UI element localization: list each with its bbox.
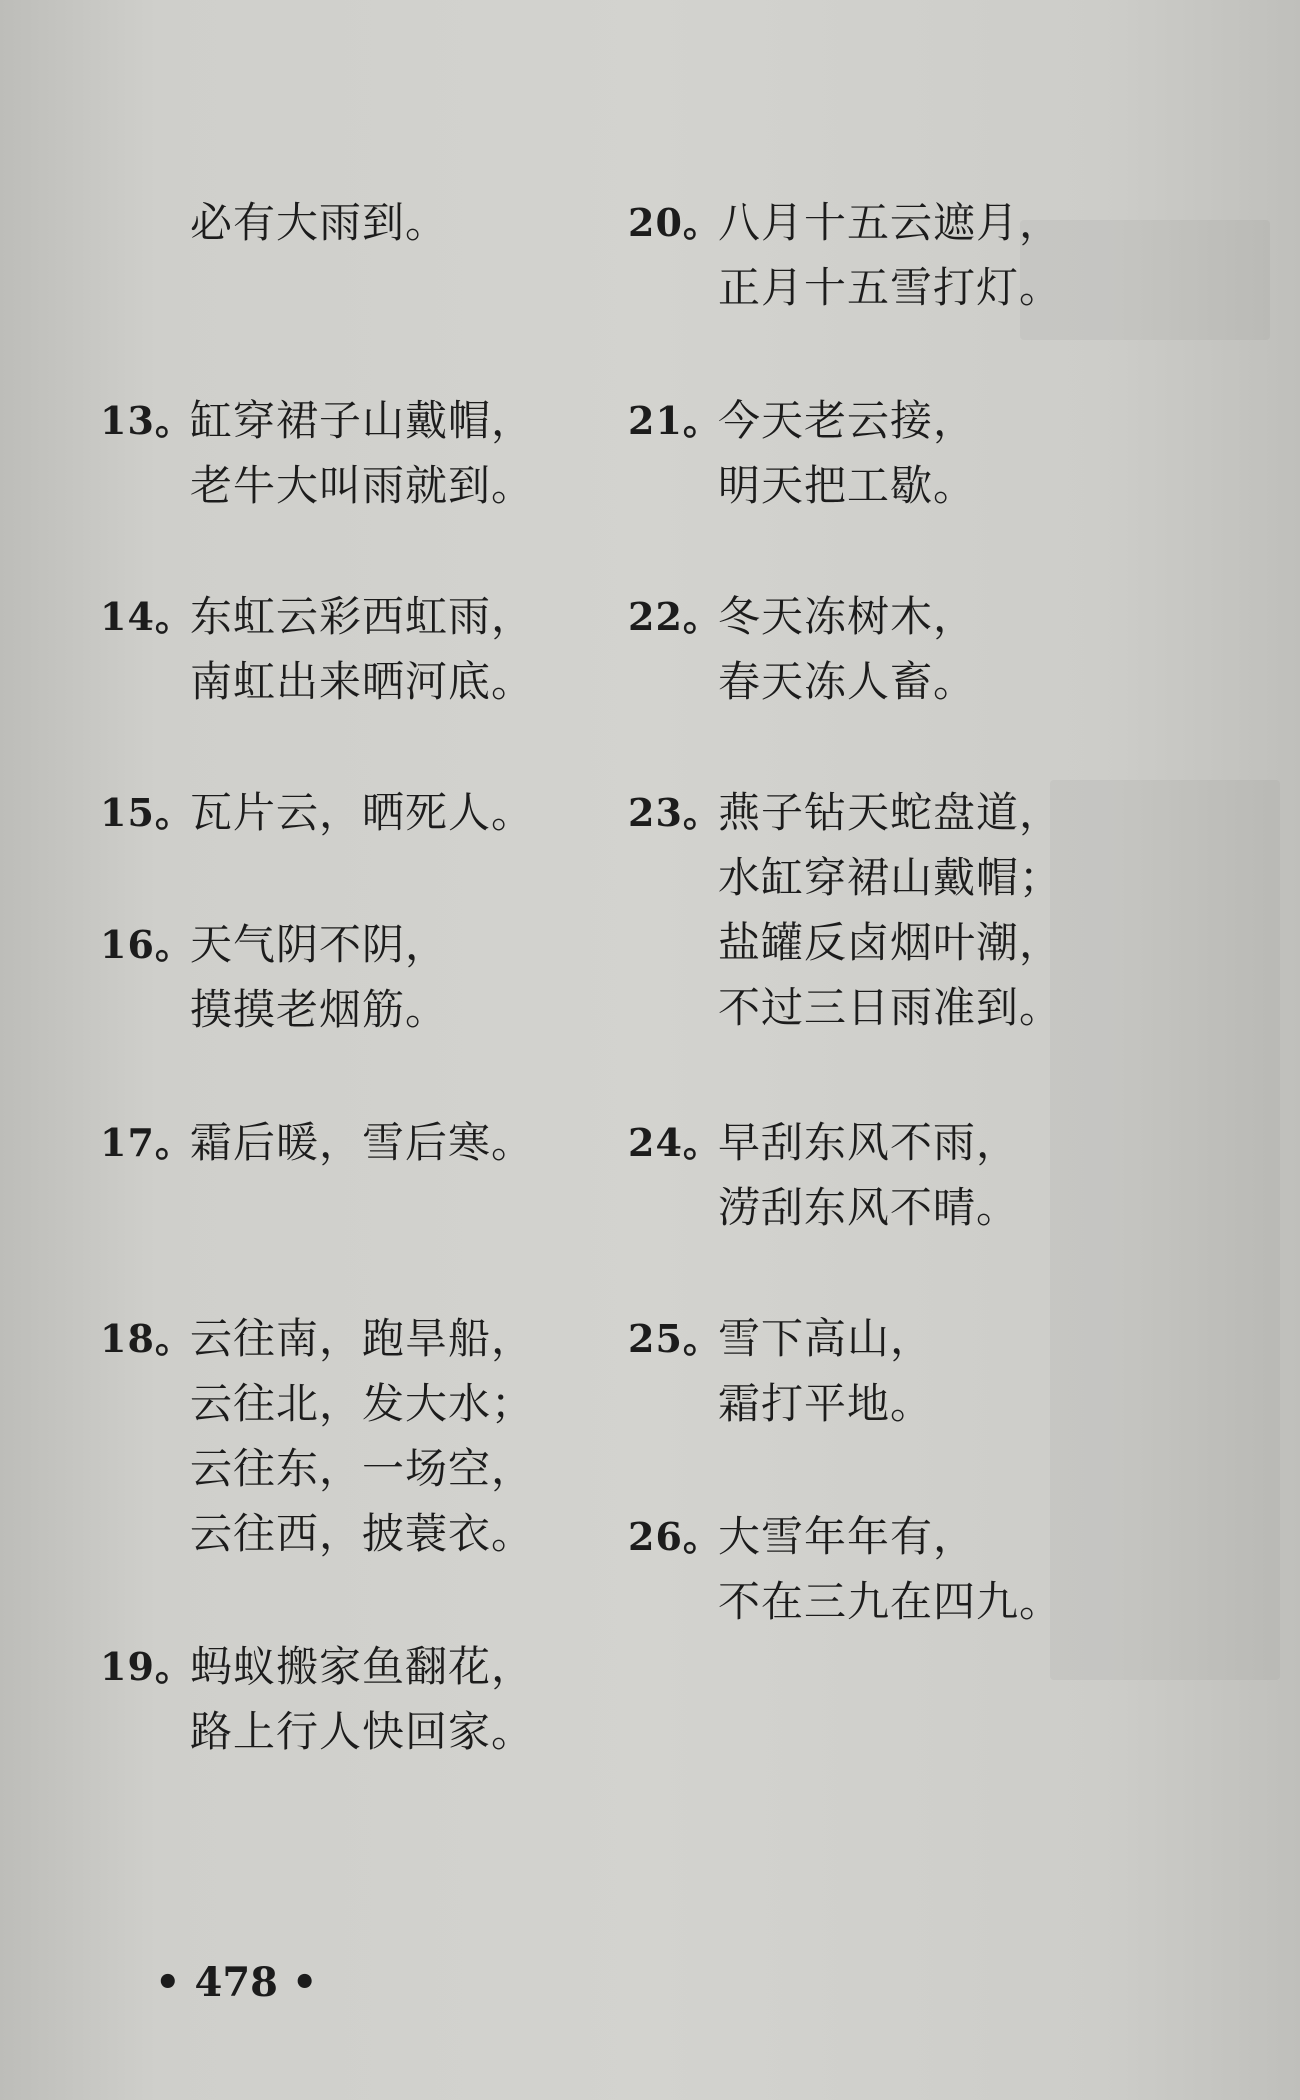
proverb-line: [628, 910, 1188, 975]
proverb-line: [628, 975, 1188, 1040]
proverb-text: 春天冻人畜。: [718, 657, 977, 706]
proverb-text: 早刮东风不雨，: [718, 1118, 1020, 1167]
proverb-text: 八月十五云遮月，: [718, 198, 1063, 247]
proverb-line: [628, 388, 1188, 453]
proverb-entry: [628, 584, 1188, 714]
proverb-entry: [100, 190, 620, 255]
entry-number: 23。: [628, 790, 722, 835]
proverb-line: [100, 977, 620, 1042]
proverb-text: 瓦片云，晒死人。: [190, 788, 535, 837]
proverb-entry: [100, 1306, 620, 1566]
entry-number: 25。: [628, 1316, 722, 1361]
entry-number: 19。: [100, 1644, 194, 1689]
proverb-line: [628, 1110, 1188, 1175]
proverb-line: [628, 190, 1188, 255]
entry-number: 13。: [100, 398, 194, 443]
proverb-text: 大雪年年有，: [718, 1512, 977, 1561]
proverb-text: 盐罐反卤烟叶潮，: [718, 918, 1063, 967]
proverb-line: [628, 255, 1188, 320]
proverb-line: [628, 1504, 1188, 1569]
proverb-text: 霜后暖，雪后寒。: [190, 1118, 535, 1167]
proverb-entry: [628, 388, 1188, 518]
entry-number: 22。: [628, 594, 722, 639]
proverb-text: 缸穿裙子山戴帽，: [190, 396, 535, 445]
proverb-entry: [628, 1110, 1188, 1240]
proverb-text: 冬天冻树木，: [718, 592, 977, 641]
proverb-line: [100, 388, 620, 453]
entry-number: 15。: [100, 790, 194, 835]
proverb-line: [100, 453, 620, 518]
proverb-entry: [100, 1110, 620, 1175]
entry-number: 26。: [628, 1514, 722, 1559]
proverb-text: 摸摸老烟筋。: [190, 985, 449, 1034]
proverb-line: [628, 649, 1188, 714]
proverb-text: 东虹云彩西虹雨，: [190, 592, 535, 641]
proverb-line: [628, 1371, 1188, 1436]
proverb-text: 云往南，跑旱船，: [190, 1314, 535, 1363]
entry-number: 18。: [100, 1316, 194, 1361]
proverb-text: 云往西，披蓑衣。: [190, 1509, 535, 1558]
proverb-text: 老牛大叫雨就到。: [190, 461, 535, 510]
proverb-text: 不在三九在四九。: [718, 1577, 1063, 1626]
entry-number: 14。: [100, 594, 194, 639]
proverb-text: 必有大雨到。: [190, 198, 449, 247]
proverb-entry: [100, 780, 620, 845]
proverb-entry: [100, 584, 620, 714]
entry-number: 20。: [628, 200, 722, 245]
proverb-line: [100, 1306, 620, 1371]
proverb-line: [100, 1501, 620, 1566]
proverb-line: [100, 1436, 620, 1501]
proverb-text: 今天老云接，: [718, 396, 977, 445]
proverb-line: [100, 649, 620, 714]
proverb-text: 正月十五雪打灯。: [718, 263, 1063, 312]
proverb-entry: [628, 1504, 1188, 1634]
proverb-entry: [628, 780, 1188, 1040]
proverb-entry: [100, 912, 620, 1042]
proverb-line: [628, 1306, 1188, 1371]
proverb-entry: [100, 1634, 620, 1764]
page-number: • 478 •: [155, 1959, 318, 2006]
entry-number: 24。: [628, 1120, 722, 1165]
proverb-text: 路上行人快回家。: [190, 1707, 535, 1756]
proverb-line: [100, 1110, 620, 1175]
proverb-line: [100, 912, 620, 977]
proverb-line: [100, 190, 620, 255]
proverb-text: 不过三日雨准到。: [718, 983, 1063, 1032]
proverb-entry: [628, 190, 1188, 320]
proverb-line: [628, 1175, 1188, 1240]
proverb-line: [628, 845, 1188, 910]
proverb-text: 燕子钻天蛇盘道，: [718, 788, 1063, 837]
proverb-text: 南虹出来晒河底。: [190, 657, 535, 706]
proverb-text: 水缸穿裙山戴帽；: [718, 853, 1063, 902]
proverb-text: 云往北，发大水；: [190, 1379, 535, 1428]
entry-number: 21。: [628, 398, 722, 443]
proverb-text: 云往东，一场空，: [190, 1444, 535, 1493]
proverb-line: [628, 780, 1188, 845]
proverb-line: [100, 584, 620, 649]
proverb-line: [100, 1371, 620, 1436]
proverb-line: [628, 453, 1188, 518]
proverb-line: [100, 1699, 620, 1764]
proverb-text: 雪下高山，: [718, 1314, 934, 1363]
proverb-entry: [628, 1306, 1188, 1436]
proverb-line: [628, 1569, 1188, 1634]
proverb-entry: [100, 388, 620, 518]
proverb-text: 蚂蚁搬家鱼翻花，: [190, 1642, 535, 1691]
proverb-text: 霜打平地。: [718, 1379, 934, 1428]
entry-number: 17。: [100, 1120, 194, 1165]
proverb-text: 天气阴不阴，: [190, 920, 449, 969]
proverb-line: [100, 780, 620, 845]
proverb-text: 明天把工歇。: [718, 461, 977, 510]
proverb-text: 涝刮东风不晴。: [718, 1183, 1020, 1232]
entry-number: 16。: [100, 922, 194, 967]
proverb-line: [628, 584, 1188, 649]
proverb-line: [100, 1634, 620, 1699]
